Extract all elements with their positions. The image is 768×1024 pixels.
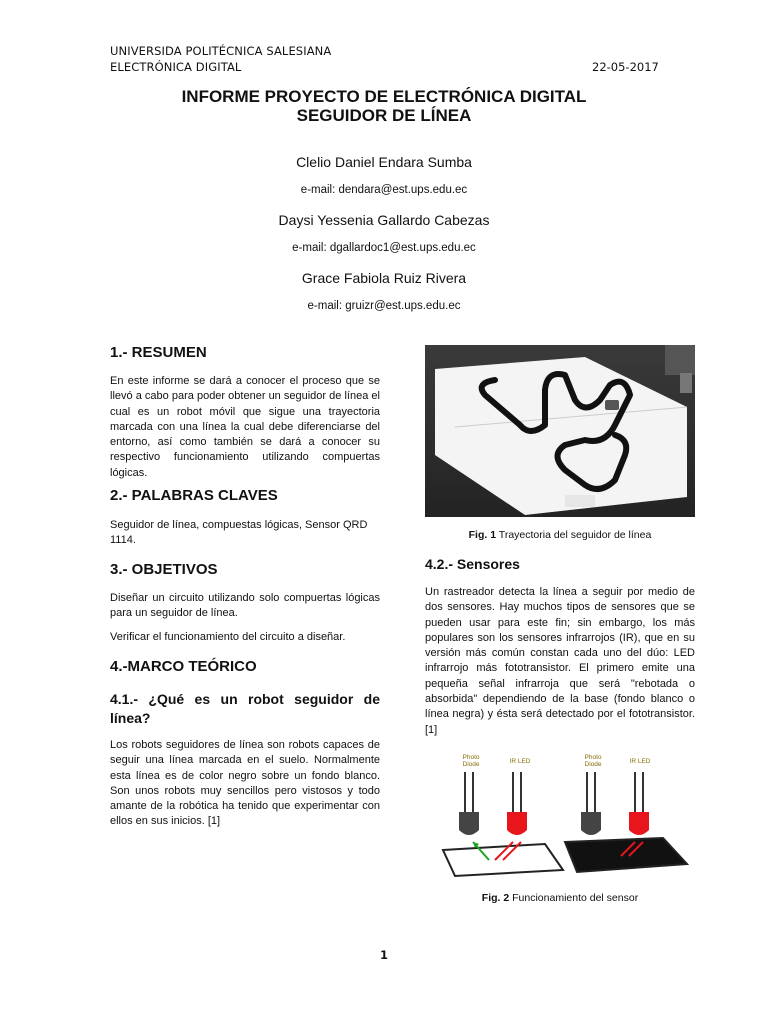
author-name-1: Clelio Daniel Endara Sumba xyxy=(296,154,472,170)
figure-1-caption-text: Trayectoria del seguidor de línea xyxy=(498,529,652,541)
section-text-objetivos-2: Verificar el funcionamiento del circuito a diseñar. xyxy=(110,631,346,643)
section-text-robot: Los robots seguidores de línea son robots capaces de seguir una línea marcada en el suelo. Normalmente esta línea es de color negro sobre un fondo blanco. Son unos robots muy sencillos pero vistosos y todo amante de la robótica ha tenido que experimentar con ellos en sus inicios. [1] xyxy=(110,739,380,828)
author-name-2: Daysi Yessenia Gallardo Cabezas xyxy=(278,212,490,228)
section-heading-marco: 4.-MARCO TEÓRICO xyxy=(110,658,257,675)
line-track-icon xyxy=(425,345,695,517)
photo-diode-label-right: Photo Diode xyxy=(584,754,602,768)
section-text-sensores: Un rastreador detecta la línea a seguir por medio de dos sensores. Hay muchos tipos de sensores que se pueden usar para este fin; sin embargo, los más populares son los sensores infrarrojos (IR), que en su versión más común constan cada uno del dúo: LED infrarrojo más fototransistor. El primero emite una pequeña señal infrarroja que será "rebotada o absorbida" dependiendo de la base (fondo blanco o línea negra) y ésta será detectado por el fototransistor. [1] xyxy=(425,586,695,736)
section-heading-resumen: 1.- RESUMEN xyxy=(110,344,207,361)
section-text-resumen: En este informe se dará a conocer el proceso que se llevó a cabo para poder obtener un seguidor de línea el cual es un robot móvil que sigue una trayectoria marcada con una línea la cual debe diferenciarse del entorno, así como también se dará a conocer su respectivo funcionamiento utilizando compuertas lógicas. xyxy=(110,375,380,479)
header-date: 22-05-2017 xyxy=(592,60,659,74)
page-number: 1 xyxy=(379,948,388,962)
figure-1-caption xyxy=(425,529,695,541)
author-name-3: Grace Fabiola Ruiz Rivera xyxy=(301,270,467,286)
figure-2-label: Fig. 2 xyxy=(481,892,510,904)
report-title-line2: SEGUIDOR DE LÍNEA xyxy=(296,106,472,125)
author-email-3: e-mail: gruizr@est.ups.edu.ec xyxy=(307,300,461,312)
ir-led-label-left: IR LED xyxy=(509,758,531,765)
ir-led-label-right: IR LED xyxy=(629,758,651,765)
figure-2-caption xyxy=(425,892,695,904)
figure-2-sensor-diagram xyxy=(425,742,695,880)
figure-1-label: Fig. 1 xyxy=(468,529,497,541)
header-university: UNIVERSIDA POLITÉCNICA SALESIANA xyxy=(110,44,332,58)
header-department: ELECTRÓNICA DIGITAL xyxy=(110,60,242,74)
section-text-objetivos-1: Diseñar un circuito utilizando solo compuertas lógicas para un seguidor de línea. xyxy=(110,592,380,620)
section-heading-robot: 4.1.- ¿Qué es un robot seguidor de línea? xyxy=(110,691,380,726)
section-heading-palabras: 2.- PALABRAS CLAVES xyxy=(110,487,278,504)
photo-diode-label-left: Photo Diode xyxy=(462,754,480,768)
figure-2-caption-text: Funcionamiento del sensor xyxy=(512,892,639,904)
author-email-1: e-mail: dendara@est.ups.edu.ec xyxy=(300,184,468,196)
section-heading-sensores: 4.2.- Sensores xyxy=(425,556,520,572)
figure-1-track-photo xyxy=(425,345,695,517)
section-text-palabras: Seguidor de línea, compuestas lógicas, Sensor QRD 1114. xyxy=(110,519,368,547)
author-email-2: e-mail: dgallardoc1@est.ups.edu.ec xyxy=(292,242,476,254)
section-heading-objetivos: 3.- OBJETIVOS xyxy=(110,561,218,578)
report-title-line1: INFORME PROYECTO DE ELECTRÓNICA DIGITAL xyxy=(181,87,587,106)
